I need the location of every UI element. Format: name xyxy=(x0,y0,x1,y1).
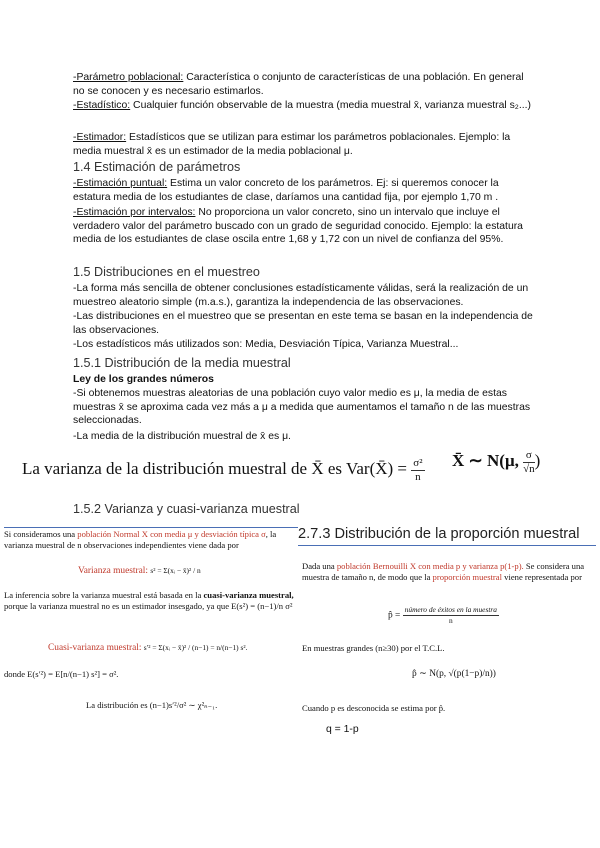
sec-1-5-p2: -Las distribuciones en el muestreo que se presentan en este tema se basan en la independencia de las observaciones. xyxy=(73,311,533,336)
left-col-intro xyxy=(4,529,296,551)
section-1-5-1-title: 1.5.1 Distribución de la media muestral xyxy=(73,356,291,370)
def-estadistico xyxy=(73,99,533,113)
bern-c: viene representada por xyxy=(502,572,582,582)
estimacion-intervalos xyxy=(73,206,533,247)
bern-red2: proporción muestral xyxy=(432,572,502,582)
phat-fraction xyxy=(403,605,499,626)
def-estimador xyxy=(73,131,533,158)
section-1-5-2-title: 1.5.2 Varianza y cuasi-varianza muestral xyxy=(73,502,300,516)
varianza-fraction-num: σ² xyxy=(413,456,423,469)
estimacion-puntual-text: Estima un valor concreto de los parámetros. Ej: si queremos conocer la estatura media de los estudiantes de clase, daríamos una cantidad fija, por ejemplo 1,70 m . xyxy=(73,178,499,203)
phat-num: número de éxitos en la muestra xyxy=(404,605,497,614)
varianza-muestral-expr: s² = Σ(xᵢ − x̄)² / n xyxy=(150,566,201,575)
varianza-muestral-formula xyxy=(78,566,201,576)
phat-den: n xyxy=(448,616,453,625)
bern-a: Dada una xyxy=(302,561,337,571)
sec-1-5-p3: -Los estadísticos más utilizados son: Media, Desviación Típica, Varianza Muestral... xyxy=(73,339,459,350)
right-col-divider xyxy=(298,545,596,546)
section-1-4-title: 1.4 Estimación de parámetros xyxy=(73,160,241,174)
sec-1-5-p1: -La forma más sencilla de obtener conclusiones estadísticamente válidas, será la realización de un muestreo aleatorio simple (m.a.s.), garantiza la independencia de las observaciones. xyxy=(73,283,529,308)
varianza-formula-text: La varianza de la distribución muestral de X̄ es Var(X̄) = xyxy=(22,459,408,478)
inferencia-bold: cuasi-varianza muestral, xyxy=(203,590,294,600)
sec-1-5-1-p2: -La media de la distribución muestral de x̄ es μ. xyxy=(73,431,291,442)
inferencia-paragraph xyxy=(4,590,296,612)
def-estadistico-term: -Estadístico: xyxy=(73,100,131,111)
esperanza-line: donde E(s′²) = E[n/(n−1) s²] = σ². xyxy=(4,669,119,679)
bernouilli-paragraph xyxy=(302,561,594,583)
cuando-line: Cuando p es desconocida se estima por p̂. xyxy=(302,703,446,713)
phat-formula xyxy=(388,605,499,626)
def-estadistico-text: Cualquier función observable de la muestra (media muestral x̄, varianza muestral s₂...) xyxy=(130,100,531,111)
distribucion-normal-formula xyxy=(452,444,540,478)
left-intro-a: Si consideramos una xyxy=(4,529,78,539)
def-parametro-term: -Parámetro poblacional: xyxy=(73,72,184,83)
estimacion-intervalos-text: No proporciona un valor concreto, sino un intervalo que incluye el verdadero valor del parámetro buscado con un grado de seguridad conocido. Ejemplo: la estatura media de los estudiantes de clase oscila entre 1,68 y 1,72 con un nivel de confianza del 95%. xyxy=(73,207,523,246)
phat-lhs: p̂ = xyxy=(388,610,401,621)
def-estimador-text: Estadísticos que se utilizan para estimar los parámetros poblacionales. Ejemplo: la media muestral x̄ es un estimador de la media poblacional μ. xyxy=(73,132,511,157)
varianza-fraction xyxy=(411,457,424,484)
inferencia-a: La inferencia sobre la varianza muestral está basada en la xyxy=(4,590,204,600)
phat-normal-formula: p̂ ∼ N(p, √(p(1−p)/n)) xyxy=(412,669,496,679)
left-intro-b: , la varianza muestral de n observaciones independientes viene dada por xyxy=(4,529,277,550)
bern-red1: población Bernouilli X con media p y varianza p(1-p). xyxy=(336,561,524,571)
chi-cuadrado-line: La distribución es (n−1)s′²/σ² ∼ χ²ₙ₋₁. xyxy=(86,700,218,710)
bern-b: Se considera una muestra de tamaño n, de modo que la xyxy=(302,561,585,582)
section-1-5-title: 1.5 Distribuciones en el muestreo xyxy=(73,265,260,279)
inferencia-b: porque la varianza muestral no es un estimador insesgado, ya que E(s²) = (n−1)/n σ² xyxy=(4,601,293,611)
dist-close: ) xyxy=(534,451,541,470)
def-parametro xyxy=(73,71,533,98)
tcl-line: En muestras grandes (n≥30) por el T.C.L. xyxy=(302,643,445,653)
section-2-7-3-title: 2.7.3 Distribución de la proporción muestral xyxy=(298,526,580,542)
dist-fraction-den: √n xyxy=(523,462,535,475)
sec-1-5-1-p1: -Si obtenemos muestras aleatorias de una población cuyo valor medio es μ, la media de estas muestras x̄ se aproxima cada vez más a μ a medida que aumentamos el tamaño n de las muestras seleccionadas. xyxy=(73,388,531,427)
ley-grandes-numeros: Ley de los grandes números xyxy=(73,374,214,385)
left-intro-red: población Normal X con media μ y desviación típica σ xyxy=(77,529,266,539)
left-col-divider xyxy=(4,527,298,528)
cuasi-varianza-formula xyxy=(48,643,247,653)
def-estimador-term: -Estimador: xyxy=(73,132,127,143)
estimacion-puntual xyxy=(73,177,533,204)
cuasi-varianza-label: Cuasi-varianza muestral: xyxy=(48,643,142,653)
estimacion-puntual-term: -Estimación puntual: xyxy=(73,178,168,189)
varianza-fraction-den: n xyxy=(415,470,421,483)
q-definition: q = 1-p xyxy=(326,724,359,735)
def-parametro-text: Característica o conjunto de características de una población. En general no se conocen y es necesario estimarlos. xyxy=(73,72,524,97)
dist-fraction xyxy=(523,449,535,476)
cuasi-varianza-expr: s′² = Σ(xᵢ − x̄)² / (n−1) = n/(n−1) s². xyxy=(143,643,248,652)
varianza-formula xyxy=(22,450,425,488)
dist-lhs: X̄ ∼ N(μ, xyxy=(452,451,519,470)
dist-fraction-num: σ xyxy=(523,449,535,463)
varianza-muestral-label: Varianza muestral: xyxy=(78,566,149,576)
estimacion-intervalos-term: -Estimación por intervalos: xyxy=(73,207,196,218)
